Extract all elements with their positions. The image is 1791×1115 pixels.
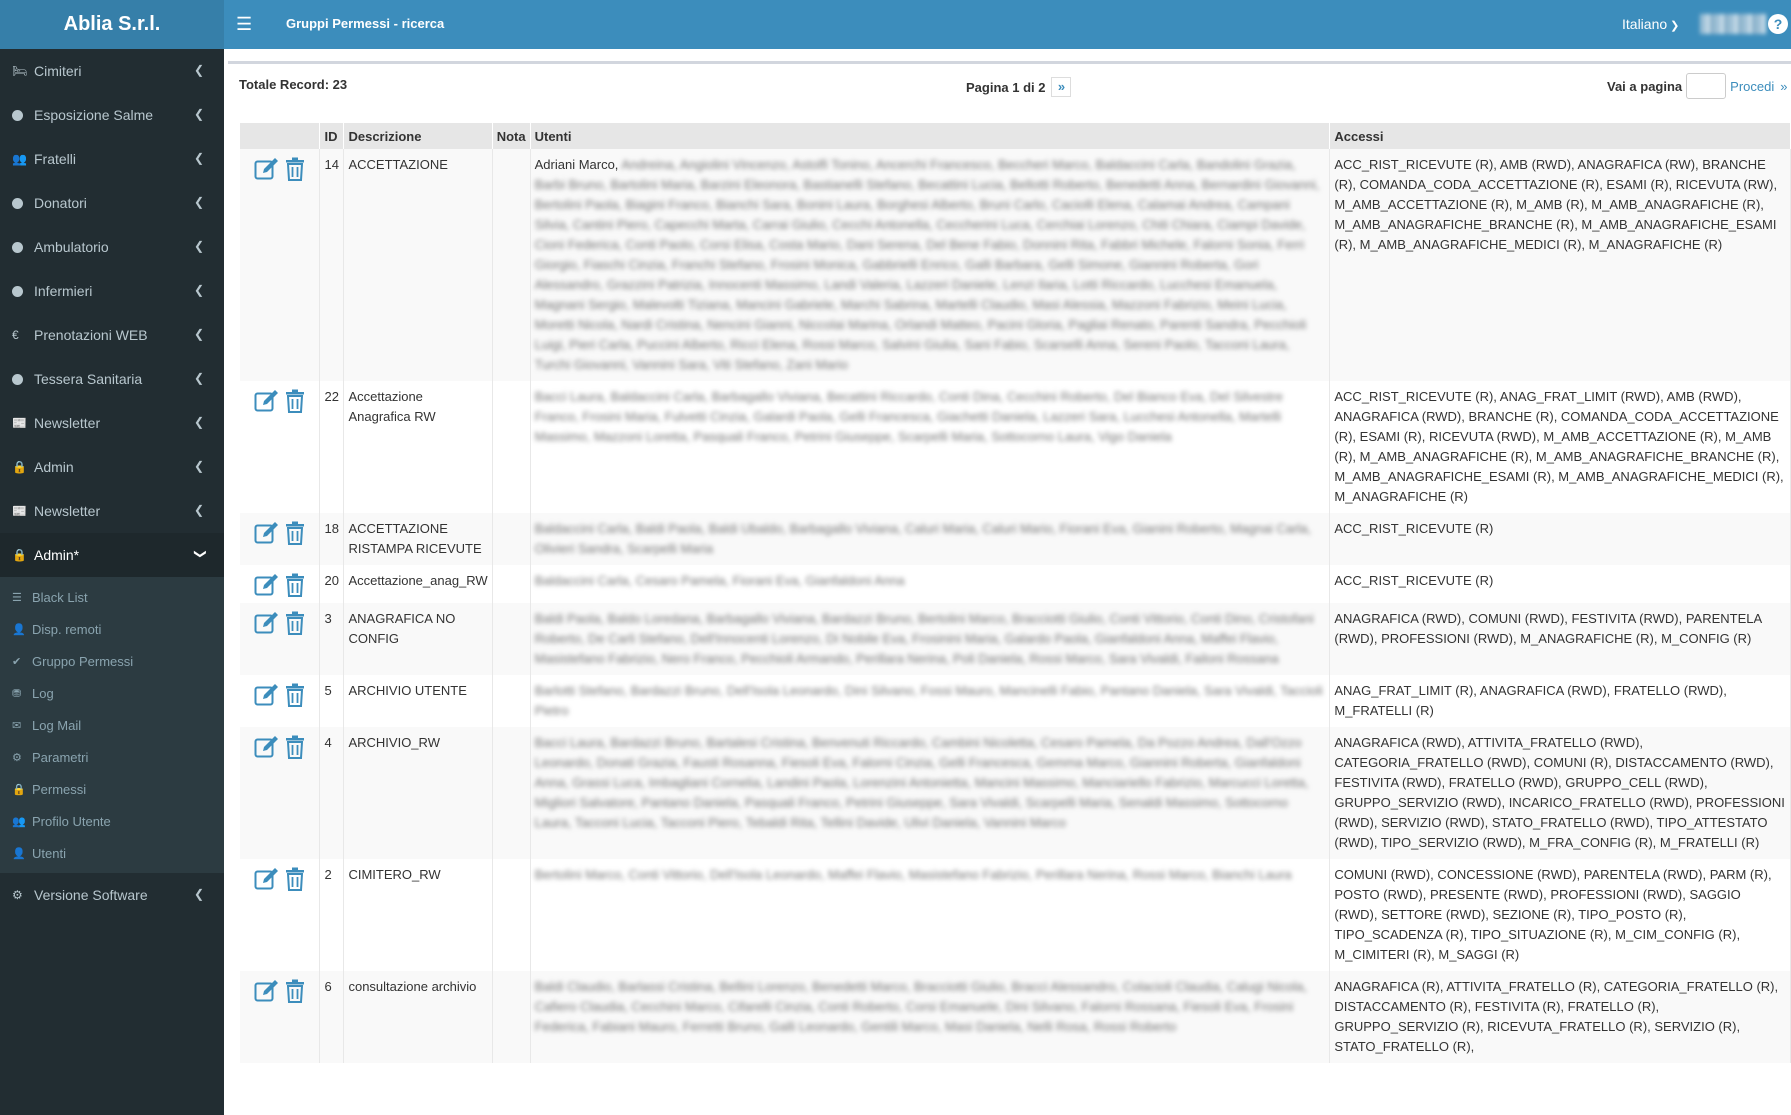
admin-submenu <box>0 577 224 873</box>
chevron-left-icon: ❮ <box>193 503 204 517</box>
sidebar-item-label: Newsletter <box>34 503 101 519</box>
trash-icon[interactable] <box>284 867 310 891</box>
sidebar-item-0[interactable] <box>0 49 224 93</box>
submenu-item-label: Profilo Utente <box>32 813 111 829</box>
sidebar-item-version[interactable] <box>0 873 224 917</box>
row-accessi: ANAGRAFICA (RWD), ATTIVITA_FRATELLO (RWD), CATEGORIA_FRATELLO (RWD), COMUNI (R), DISTACCAMENTO (RWD), FESTIVITA (RWD), FRATELLO (RWD), GRUPPO_CELL (RWD), GRUPPO_SERVIZIO (RWD), INCARICO_FRATELLO (RWD), PROFESSIONI (RWD), SERVIZIO (RWD), STATO_FRATELLO (RWD), TIPO_ATTESTATO (RWD), TIPO_SERVIZIO (RWD), M_FRA_CONFIG (R), M_FRATELLI (R) <box>1330 727 1791 859</box>
row-accessi: ACC_RIST_RICEVUTE (R), AMB (RWD), ANAGRAFICA (RW), BRANCHE (R), COMANDA_CODA_ACCETTAZIONE (R), ESAMI (R), RICEVUTA (RW), M_AMB_ACCETTAZIONE (R), M_AMB (R), M_AMB_ANAGRAFICHE (R), M_AMB_ANAGRAFICHE_BRANCHE (R), M_AMB_ANAGRAFICHE_ESAMI (R), M_AMB_ANAGRAFICHE_MEDICI (R), M_ANAGRAFICHE (R) <box>1330 149 1791 381</box>
row-descrizione: ANAGRAFICA NO CONFIG <box>344 603 492 675</box>
row-utenti <box>530 149 1330 381</box>
row-nota <box>492 565 530 603</box>
sidebar-item-admin-active[interactable] <box>0 533 224 577</box>
edit-icon[interactable] <box>254 389 280 413</box>
cogs-icon: ⚙ <box>12 751 22 764</box>
table-body <box>240 149 1791 1063</box>
chevron-left-icon: ❮ <box>193 415 204 429</box>
edit-icon[interactable] <box>254 157 280 181</box>
user-icon: 👤 <box>12 847 26 860</box>
row-id: 5 <box>320 675 344 727</box>
chevron-left-icon: ❮ <box>193 887 204 901</box>
row-id: 20 <box>320 565 344 603</box>
brand-logo[interactable]: Ablia S.r.l. <box>0 0 224 49</box>
sidebar-item-3[interactable] <box>0 181 224 225</box>
row-descrizione: Accettazione_anag_RW <box>344 565 492 603</box>
sidebar-item-2[interactable] <box>0 137 224 181</box>
row-id: 6 <box>320 971 344 1063</box>
submenu-item-1[interactable] <box>0 613 224 645</box>
submenu-item-0[interactable] <box>0 581 224 613</box>
edit-icon[interactable] <box>254 611 280 635</box>
edit-icon[interactable] <box>254 735 280 759</box>
row-utenti <box>530 727 1330 859</box>
last-page-icon[interactable]: » <box>1780 78 1788 94</box>
submenu-item-3[interactable] <box>0 677 224 709</box>
sidebar-item-label: Versione Software <box>34 887 148 903</box>
table-row <box>240 727 1791 859</box>
content-divider <box>228 61 1791 64</box>
circle-icon <box>12 110 23 121</box>
row-id: 18 <box>320 513 344 565</box>
circle-icon <box>12 242 23 253</box>
table-row <box>240 971 1791 1063</box>
row-accessi: ACC_RIST_RICEVUTE (R) <box>1330 565 1791 603</box>
table-row <box>240 381 1791 513</box>
col-nota[interactable]: Nota <box>492 123 530 149</box>
sidebar-item-label: Admin* <box>34 547 80 563</box>
row-actions <box>240 513 320 565</box>
chevron-left-icon: ❮ <box>193 151 204 165</box>
col-actions <box>240 123 320 149</box>
trash-icon[interactable] <box>284 521 310 545</box>
total-records: Totale Record: 23 <box>239 77 348 92</box>
submenu-item-6[interactable] <box>0 773 224 805</box>
row-id: 14 <box>320 149 344 381</box>
chevron-left-icon: ❮ <box>193 239 204 253</box>
sidebar-item-9[interactable] <box>0 445 224 489</box>
lock-icon: 🔒 <box>12 460 27 474</box>
sidebar-item-5[interactable] <box>0 269 224 313</box>
submenu-item-label: Log <box>32 685 54 701</box>
row-accessi: ANAGRAFICA (RWD), COMUNI (RWD), FESTIVITA (RWD), PARENTELA (RWD), PROFESSIONI (RWD), M_ANAGRAFICHE (R), M_CONFIG (R) <box>1330 603 1791 675</box>
table-row <box>240 859 1791 971</box>
goto-label: Vai a pagina <box>1607 78 1683 94</box>
envelope-icon: ✉ <box>12 719 22 732</box>
row-actions <box>240 971 320 1063</box>
chevron-left-icon: ❮ <box>193 195 204 209</box>
proceed-button[interactable]: Procedi <box>1730 78 1775 94</box>
chevron-left-icon: ❮ <box>193 371 204 385</box>
users-icon: 👥 <box>12 815 26 828</box>
sidebar-item-8[interactable] <box>0 401 224 445</box>
row-descrizione: Accettazione Anagrafica RW <box>344 381 492 513</box>
sidebar-item-label: Prenotazioni WEB <box>34 327 148 343</box>
trash-icon[interactable] <box>284 979 310 1003</box>
row-actions <box>240 727 320 859</box>
circle-icon <box>12 374 23 385</box>
goto-page-input[interactable] <box>1686 73 1726 99</box>
trash-icon[interactable] <box>284 683 310 707</box>
chevron-down-icon: ❮ <box>191 548 206 560</box>
language-selector[interactable] <box>1622 16 1679 32</box>
users-icon: 👥 <box>12 152 27 166</box>
sidebar <box>0 49 224 1115</box>
sidebar-item-label: Tessera Sanitaria <box>34 371 143 387</box>
row-utenti <box>530 675 1330 727</box>
submenu-item-label: Log Mail <box>32 717 82 733</box>
sidebar-item-label: Cimiteri <box>34 63 82 79</box>
table-row <box>240 675 1791 727</box>
submenu-item-label: Parametri <box>32 749 89 765</box>
edit-icon[interactable] <box>254 521 280 545</box>
row-utenti <box>530 971 1330 1063</box>
sidebar-item-label: Infermieri <box>34 283 93 299</box>
cogs-icon: ⚙ <box>12 888 23 902</box>
submenu-item-label: Gruppo Permessi <box>32 653 134 669</box>
row-nota <box>492 727 530 859</box>
row-actions <box>240 859 320 971</box>
row-accessi: ACC_RIST_RICEVUTE (R) <box>1330 513 1791 565</box>
row-actions <box>240 149 320 381</box>
table-row <box>240 565 1791 603</box>
sidebar-item-6[interactable] <box>0 313 224 357</box>
edit-icon[interactable] <box>254 573 280 597</box>
chevron-left-icon: ❮ <box>193 459 204 473</box>
next-page-icon[interactable]: » <box>1051 77 1071 97</box>
col-utenti[interactable]: Utenti <box>530 123 1330 149</box>
row-id: 4 <box>320 727 344 859</box>
row-actions <box>240 565 320 603</box>
col-descrizione[interactable]: Descrizione <box>344 123 492 149</box>
row-nota <box>492 603 530 675</box>
row-nota <box>492 149 530 381</box>
row-accessi: ANAGRAFICA (R), ATTIVITA_FRATELLO (R), CATEGORIA_FRATELLO (R), DISTACCAMENTO (R), FESTIVITA (R), FRATELLO (R), GRUPPO_SERVIZIO (R), RICEVUTA_FRATELLO (R), SERVIZIO (R), STATO_FRATELLO (R), <box>1330 971 1791 1063</box>
users-blurred: Baldaccini Carla, Baldi Paola, Baldi Ubaldo, Barbagallo Viviana, Caluri Maria, Caluri Mario, Fiorani Eva, Gianini Roberto, Magnai Carla, Olivieri Sandra, Scarpelli Maria <box>534 521 1312 556</box>
row-descrizione: ACCETTAZIONE RISTAMPA RICEVUTE <box>344 513 492 565</box>
submenu-item-label: Black List <box>32 589 88 605</box>
trash-icon[interactable] <box>284 735 310 759</box>
user-avatar[interactable] <box>1700 14 1766 34</box>
row-nota <box>492 675 530 727</box>
hamburger-menu-icon[interactable]: ☰ <box>236 14 253 34</box>
row-utenti <box>530 603 1330 675</box>
row-nota <box>492 381 530 513</box>
row-actions <box>240 603 320 675</box>
users-blurred: Baldaccini Carla, Cesaro Pamela, Fiorani Eva, Gianfaldoni Anna <box>534 573 905 588</box>
sidebar-item-label: Fratelli <box>34 151 77 167</box>
goto-page <box>1607 73 1787 99</box>
check-circle-icon: ✔ <box>12 655 22 668</box>
euro-icon: € <box>12 328 19 342</box>
row-utenti <box>530 513 1330 565</box>
row-nota <box>492 971 530 1063</box>
list-icon: ☰ <box>12 591 22 604</box>
language-label: Italiano <box>1622 16 1668 32</box>
users-blurred: Barlotti Stefano, Bardazzi Bruno, Dell'Isola Leonardo, Dini Silvano, Fossi Mauro, Mancinelli Fabio, Pantano Daniela, Sara Vivaldi, Taccioli Pietro <box>534 683 1323 718</box>
lock-icon: 🔒 <box>12 548 27 562</box>
users-visible: Adriani Marco, <box>534 157 619 172</box>
chevron-left-icon: ❮ <box>193 327 204 341</box>
users-blurred: Baldi Claudio, Barlassi Cristina, Bellini Lorenzo, Benedetti Marco, Bracciotti Giulio, Bracci Alessandro, Colacioli Claudia, Calugi Nicola, Cafiero Claudia, Cecchini Marco, Cifarelli Cinzia, Conti Roberto, Corsi Emanuele, Dini Silvano, Falorni Rossana, Fiesoli Eva, Frosini Federica, Fabiani Mauro, Ferretti Bruno, Galli Leonardo, Gentili Marco, Masi Daniela, Nelli Rosa, Rossi Roberto <box>534 979 1308 1034</box>
newspaper-icon: 📰 <box>12 504 27 518</box>
sidebar-item-7[interactable] <box>0 357 224 401</box>
row-descrizione: ARCHIVIO UTENTE <box>344 675 492 727</box>
chevron-left-icon: ❮ <box>193 63 204 77</box>
page-title: Gruppi Permessi - ricerca <box>286 16 445 31</box>
submenu-item-4[interactable] <box>0 709 224 741</box>
trash-icon[interactable] <box>284 389 310 413</box>
sidebar-item-label: Esposizione Salme <box>34 107 154 123</box>
submenu-item-5[interactable] <box>0 741 224 773</box>
users-blurred: Baldi Paola, Baldo Loredana, Barbagallo Viviana, Bardazzi Bruno, Bertolini Marco, Bracciotti Giulio, Conti Vittorio, Conti Dino, Cristofani Roberto, De Carli Stefano, Dell'Innocenti Lorenzo, Di Nobile Eva, Frosinini Maria, Galardo Paola, Gianfaldoni Anna, Maffei Flavio, Masistefano Fabrizio, Nero Franco, Pecchioli Armando, Perillara Nerina, Poli Daniela, Rossi Marco, Sara Vivaldi, Failoni Rossana <box>534 611 1314 666</box>
top-header <box>0 0 1791 49</box>
bed-icon: 🛏 <box>12 64 28 78</box>
submenu-item-label: Utenti <box>32 845 66 861</box>
chevron-down-icon: ❯ <box>1670 20 1680 32</box>
row-actions <box>240 381 320 513</box>
circle-icon <box>12 198 23 209</box>
chevron-left-icon: ❮ <box>193 283 204 297</box>
trash-icon[interactable] <box>284 573 310 597</box>
database-icon: ⛃ <box>12 687 22 700</box>
row-actions <box>240 675 320 727</box>
row-descrizione: ARCHIVIO_RW <box>344 727 492 859</box>
sidebar-item-4[interactable] <box>0 225 224 269</box>
row-descrizione: ACCETTAZIONE <box>344 149 492 381</box>
row-descrizione: consultazione archivio <box>344 971 492 1063</box>
row-accessi: COMUNI (RWD), CONCESSIONE (RWD), PARENTELA (RWD), PARM (R), POSTO (RWD), PRESENTE (RWD), PROFESSIONI (RWD), SAGGIO (RWD), SETTORE (RWD), SEZIONE (R), TIPO_POSTO (R), TIPO_SCADENZA (R), TIPO_SITUAZIONE (R), M_CIM_CONFIG (R), M_CIMITERI (R), M_SAGGI (R) <box>1330 859 1791 971</box>
edit-icon[interactable] <box>254 867 280 891</box>
permissions-table <box>240 123 1791 1063</box>
newspaper-icon: 📰 <box>12 416 27 430</box>
trash-icon[interactable] <box>284 611 310 635</box>
table-row <box>240 513 1791 565</box>
sidebar-item-1[interactable] <box>0 93 224 137</box>
submenu-item-label: Disp. remoti <box>32 621 102 637</box>
row-nota <box>492 859 530 971</box>
table-row <box>240 149 1791 381</box>
circle-icon <box>12 286 23 297</box>
help-icon[interactable]: ? <box>1768 14 1788 34</box>
submenu-item-2[interactable] <box>0 645 224 677</box>
row-utenti <box>530 565 1330 603</box>
sidebar-item-10[interactable] <box>0 489 224 533</box>
sidebar-item-label: Donatori <box>34 195 87 211</box>
row-accessi: ANAG_FRAT_LIMIT (R), ANAGRAFICA (RWD), FRATELLO (RWD), M_FRATELLI (R) <box>1330 675 1791 727</box>
submenu-item-8[interactable] <box>0 837 224 869</box>
pagination-info <box>966 77 1071 97</box>
lock-icon: 🔒 <box>12 783 26 796</box>
row-accessi: ACC_RIST_RICEVUTE (R), ANAG_FRAT_LIMIT (RWD), AMB (RWD), ANAGRAFICA (RWD), BRANCHE (R), COMANDA_CODA_ACCETTAZIONE (R), ESAMI (R), RICEVUTA (RWD), M_AMB_ACCETTAZIONE (R), M_AMB (R), M_AMB_ANAGRAFICHE (R), M_AMB_ANAGRAFICHE_BRANCHE (R), M_AMB_ANAGRAFICHE_ESAMI (R), M_AMB_ANAGRAFICHE_MEDICI (R), M_ANAGRAFICHE (R) <box>1330 381 1791 513</box>
row-descrizione: CIMITERO_RW <box>344 859 492 971</box>
row-utenti <box>530 381 1330 513</box>
col-id[interactable]: ID <box>320 123 344 149</box>
users-blurred: Bacci Laura, Baldaccini Carla, Barbagallo Viviana, Becattini Riccardo, Conti Dina, Cecchini Roberto, Del Bianco Eva, Del Silvestre Franco, Frosini Maria, Fulvetti Cinzia, Galardi Paola, Gelli Francesca, Giachetti Daniela, Lazzeri Sara, Lucchesi Antonella, Martelli Massimo, Mazzoni Loretta, Pasquali Franco, Petrini Giuseppe, Scarpelli Maria, Sottocorno Laura, Vigo Daniela <box>534 389 1283 444</box>
submenu-item-7[interactable] <box>0 805 224 837</box>
col-accessi[interactable]: Accessi <box>1330 123 1791 149</box>
row-nota <box>492 513 530 565</box>
edit-icon[interactable] <box>254 683 280 707</box>
row-id: 2 <box>320 859 344 971</box>
users-blurred: Bacci Laura, Bardazzi Bruno, Bartalesi Cristina, Benvenuti Riccardo, Cambini Nicoletta, Cesaro Pamela, Da Pozzo Andrea, Dall'Ozzo Leonardo, Donati Grazia, Fausti Rosanna, Fiesoli Eva, Falorni Cinzia, Gelli Francesca, Gemma Marco, Giannini Roberta, Gianfaldoni Anna, Grassi Luca, Imbagliani Cornelia, Landini Paola, Lorenzini Antonietta, Mancini Massimo, Manciariello Fabrizio, Marcucci Loretta, Migliori Salvatore, Pantano Daniela, Pasquali Franco, Petrini Giuseppe, Sara Vivaldi, Scarpelli Maria, Senaldi Massimo, Sottocorno Laura, Tacconi Lucia, Tacconi Piero, Tebaldi Rita, Tellini Davide, Ulivi Daniela, Vannini Marco <box>534 735 1309 830</box>
trash-icon[interactable] <box>284 157 310 181</box>
chevron-left-icon: ❮ <box>193 107 204 121</box>
row-id: 22 <box>320 381 344 513</box>
row-id: 3 <box>320 603 344 675</box>
main-content <box>224 49 1791 1115</box>
submenu-item-label: Permessi <box>32 781 87 797</box>
page-indicator: Pagina 1 di 2 <box>966 79 1046 95</box>
user-icon: 👤 <box>12 623 26 636</box>
table-header <box>240 123 1791 149</box>
users-blurred: Bertolini Marco, Conti Vittorio, Dell'Isola Leonardo, Maffei Flavio, Masistefano Fabrizio, Perillara Nerina, Rossi Marco, Bianchi Laura <box>534 867 1292 882</box>
sidebar-item-label: Admin <box>34 459 74 475</box>
sidebar-item-label: Ambulatorio <box>34 239 109 255</box>
users-blurred: Andreina, Angiolini Vincenzo, Astolfi Tonino, Ancerchi Francesco, Beccheri Marco, Baldaccini Carla, Bandolini Grazia, Barbi Bruno, Bartolini Maria, Barzini Eleonora, Bastianelli Stefano, Becattini Lucia, Bellotti Roberto, Benedetti Anna, Bernardini Giovanni, Bertolini Paola, Biagini Franco, Bianchi Sara, Bonini Laura, Borghesi Alberto, Bruni Carlo, Caciolli Elena, Calamai Andrea, Campani Silvia, Cantini Piero, Capecchi Marta, Carrai Giulio, Cecchi Antonella, Ceccherini Luca, Cerchiai Lorenzo, Chiti Chiara, Ciampi Davide, Cioni Federica, Conti Paolo, Corsi Elisa, Costa Mario, Dani Serena, Del Bene Fabio, Donnini Rita, Fabbri Michele, Falorni Sonia, Ferri Giorgio, Fiaschi Cinzia, Franchi Stefano, Frosini Monica, Gabbrielli Enrico, Galli Barbara, Gelli Simone, Giannini Roberta, Gori Alessandro, Grazzini Patrizia, Innocenti Massimo, Landi Valeria, Lazzeri Daniele, Lenzi Ilaria, Lotti Riccardo, Lucchesi Emanuela, Magnani Sergio, Malevolti Tiziana, Mancini Gabriele, Marchi Sabrina, Martelli Claudio, Masi Alessia, Mazzoni Fabrizio, Meini Lucia, Moretti Nicola, Nardi Cristina, Nencini Gianni, Niccolai Marina, Orlandi Matteo, Pacini Gloria, Pagliai Renato, Parenti Sandra, Pecchioli Luigi, Pieri Carla, Puccini Alberto, Ricci Elena, Rossi Marco, Salvini Giulia, Sani Fabio, Scarselli Anna, Sereni Paolo, Tacconi Laura, Turchi Giovanni, Vannini Sara, Viti Stefano, Zani Mario <box>534 157 1320 372</box>
row-utenti <box>530 859 1330 971</box>
table-row <box>240 603 1791 675</box>
edit-icon[interactable] <box>254 979 280 1003</box>
sidebar-item-label: Newsletter <box>34 415 101 431</box>
